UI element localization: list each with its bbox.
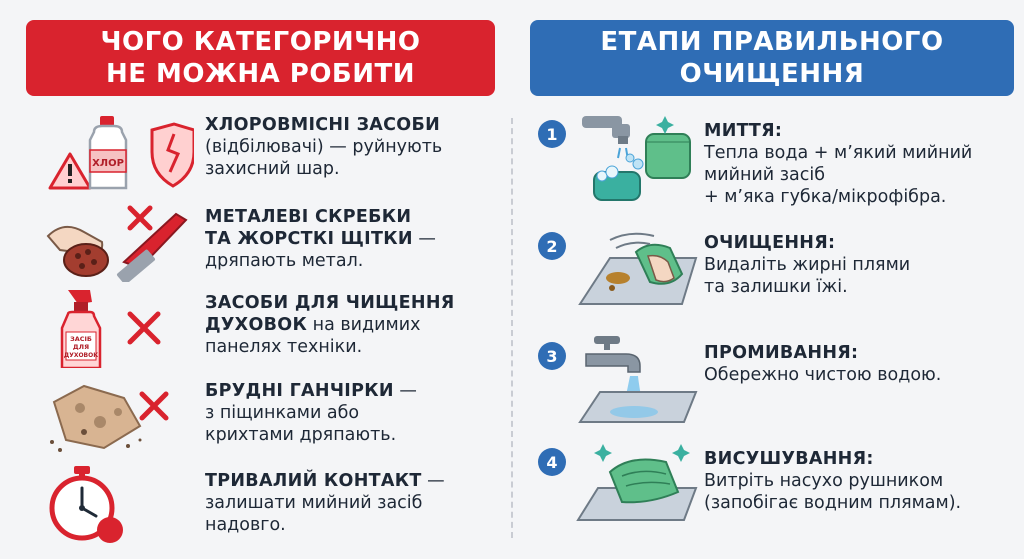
rinse-faucet-icon (570, 336, 700, 436)
oven-cleaner-spray-icon (44, 288, 194, 368)
dont-item-oven-cleaner-text (205, 292, 505, 358)
step-drying-text (704, 448, 1014, 514)
steps-title-line1: ЕТАПИ ПРАВИЛЬНОГО (600, 27, 944, 57)
scrubber-label: МЕТАЛЕВІ СКРЕБКИ (205, 207, 412, 227)
oven-cleaner-label-2: ДУХОВОК (205, 315, 308, 335)
step-drying-title: ВИСУШУВАННЯ: (704, 449, 874, 469)
scrubber-label-2: ТА ЖОРСТКІ ЩІТКИ (205, 229, 413, 249)
step-washing-desc-3: + м’яка губка/мікрофібра. (704, 187, 947, 207)
step-rinsing-title: ПРОМИВАННЯ: (704, 343, 859, 363)
dont-item-oven-cleaner (0, 288, 510, 368)
step-cleaning-desc-2: та залишки їжі. (704, 277, 848, 297)
dont-item-chlorine (0, 110, 510, 190)
long-contact-desc-1: залишати мийний засіб (205, 493, 423, 513)
spray-label-2: ДЛЯ (72, 343, 90, 351)
step-rinsing-text (704, 342, 1014, 386)
dont-item-long-contact-text (205, 470, 505, 536)
oven-cleaner-tail: на видимих (307, 315, 421, 335)
faucet-sponge-icon (570, 114, 700, 214)
step-rinsing (514, 342, 1024, 442)
step-number-3: 3 (538, 342, 566, 370)
step-drying (514, 448, 1024, 548)
timer-icon (44, 466, 194, 546)
step-cleaning-text (704, 232, 1014, 298)
dont-do-title-line2: НЕ МОЖНА РОБИТИ (105, 59, 416, 89)
scrubber-dash: — (412, 229, 436, 249)
step-rinsing-desc-1: Обережно чистою водою. (704, 365, 942, 385)
step-number-4: 4 (538, 448, 566, 476)
oven-cleaner-desc-1: панелях техніки. (205, 337, 363, 357)
dirty-rag-icon (44, 376, 194, 456)
dont-item-scrubber (0, 202, 510, 282)
dont-item-long-contact (0, 466, 510, 546)
cleaning-steps-column (514, 0, 1024, 559)
step-washing (514, 120, 1024, 220)
step-drying-desc-1: Витріть насухо рушником (704, 471, 944, 491)
long-contact-dash: — (421, 471, 445, 491)
spray-label-1: ЗАСІБ (70, 335, 92, 343)
dont-item-scrubber-text (205, 206, 505, 272)
spray-label-3: ДУХОВОК (63, 352, 99, 359)
metal-scrubber-brush-icon (44, 202, 194, 282)
dont-item-dirty-rag (0, 376, 510, 456)
scrubber-desc-1: дряпають метал. (205, 251, 364, 271)
step-washing-desc-1: Тепла вода + м’який мийний (704, 143, 973, 163)
chlorine-desc-1: (відбілювачі) — руйнують (205, 137, 443, 157)
wiping-hand-icon (570, 226, 700, 326)
long-contact-label: ТРИВАЛИЙ КОНТАКТ (205, 471, 422, 491)
steps-title-line2: ОЧИЩЕННЯ (679, 59, 865, 89)
oven-cleaner-label: ЗАСОБИ ДЛЯ ЧИЩЕННЯ (205, 293, 455, 313)
dont-do-banner (26, 20, 495, 96)
chlorine-bottle-label: ХЛОР (92, 158, 124, 169)
step-washing-text (704, 120, 1014, 208)
steps-banner (530, 20, 1014, 96)
step-cleaning (514, 232, 1024, 332)
drying-towel-icon (570, 442, 700, 542)
step-cleaning-title: ОЧИЩЕННЯ: (704, 233, 836, 253)
dont-item-dirty-rag-text (205, 380, 505, 446)
dont-item-chlorine-text (205, 114, 505, 180)
step-drying-desc-2: (запобігає водним плямам). (704, 493, 962, 513)
dirty-rag-desc-1: з піщинками або (205, 403, 360, 423)
step-number-2: 2 (538, 232, 566, 260)
chlorine-label: ХЛОРОВМІСНІ ЗАСОБИ (205, 115, 441, 135)
step-washing-title: МИТТЯ: (704, 121, 783, 141)
long-contact-desc-2: надовго. (205, 515, 286, 535)
dirty-rag-dash: — (393, 381, 417, 401)
dirty-rag-desc-2: крихтами дряпають. (205, 425, 397, 445)
chlorine-desc-2: захисний шар. (205, 159, 340, 179)
step-cleaning-desc-1: Видаліть жирні плями (704, 255, 911, 275)
step-washing-desc-2: мийний засіб (704, 165, 826, 185)
dirty-rag-label: БРУДНІ ГАНЧІРКИ (205, 381, 394, 401)
column-divider (511, 118, 513, 538)
step-number-1: 1 (538, 120, 566, 148)
dont-do-title-line1: ЧОГО КАТЕГОРИЧНО (100, 27, 421, 57)
dont-do-column (0, 0, 510, 559)
chlorine-bottle-icon (44, 110, 194, 190)
